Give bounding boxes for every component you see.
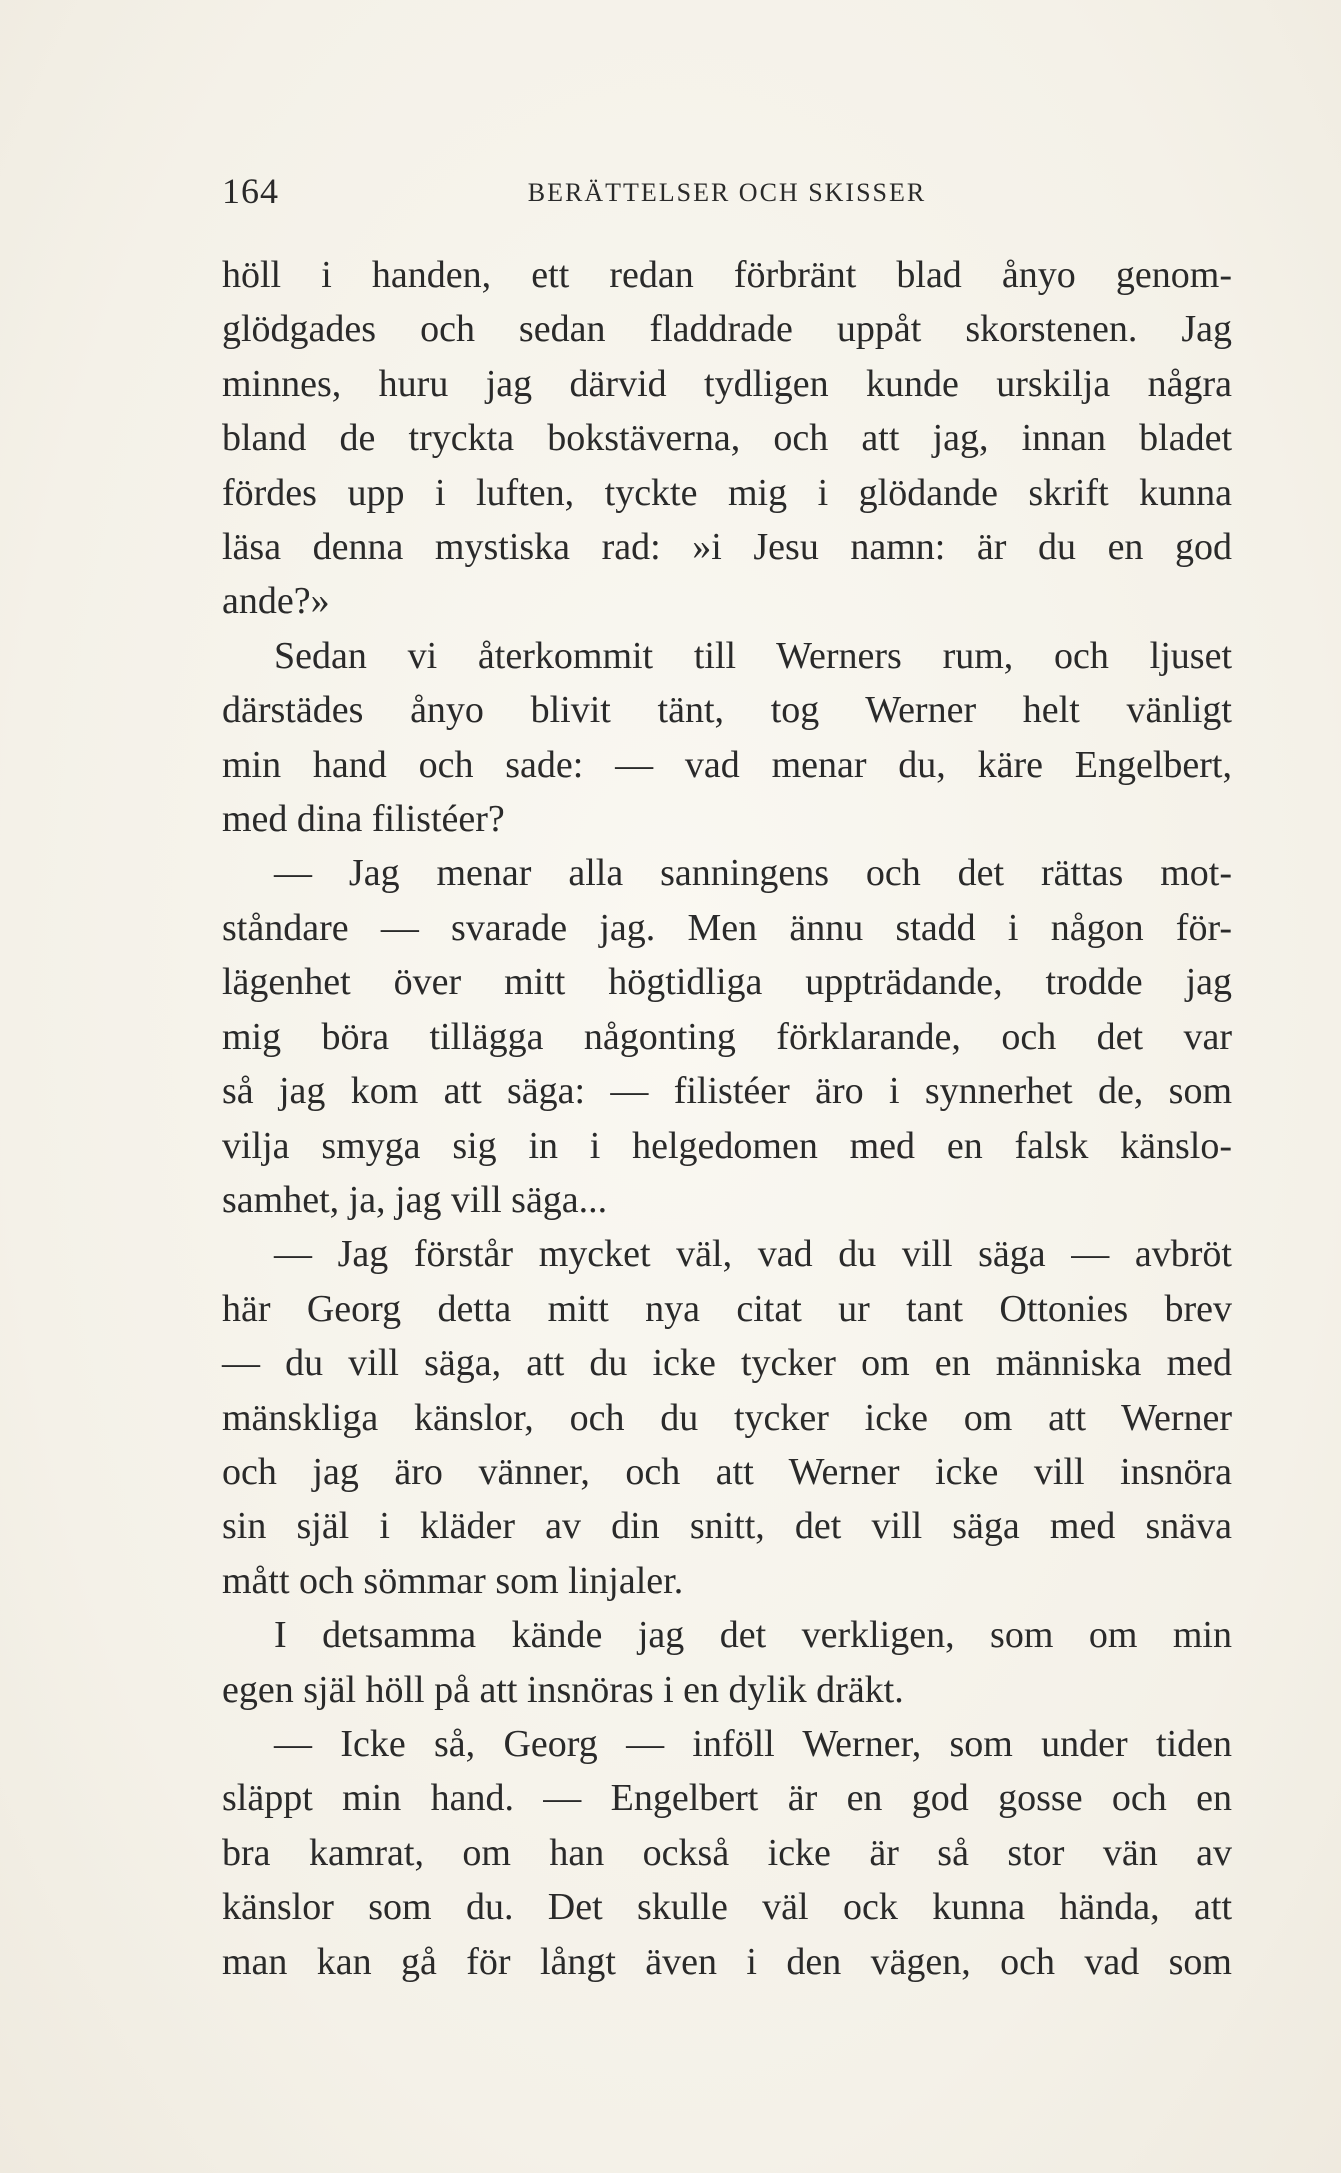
text-line: fördes upp i luften, tyckte mig i glödande skrift kunna: [222, 471, 1232, 514]
text-line: I detsamma kände jag det verkligen, som om min: [274, 1614, 1232, 1657]
text-line: bra kamrat, om han också icke är så stor vän av: [222, 1831, 1232, 1874]
text-line: med dina filistéer?: [222, 798, 505, 841]
text-line: — Jag förstår mycket väl, vad du vill säga — avbröt: [274, 1233, 1232, 1276]
text-line: samhet, ja, jag vill säga...: [222, 1178, 608, 1221]
text-line: bland de tryckta bokstäverna, och att jag, innan bladet: [222, 417, 1232, 460]
text-line: mått och sömmar som linjaler.: [222, 1559, 684, 1602]
running-head: BERÄTTELSER OCH SKISSER: [527, 178, 927, 207]
text-line: egen själ höll på att insnöras i en dylik dräkt.: [222, 1668, 904, 1711]
text-line: — Icke så, Georg — inföll Werner, som under tiden: [274, 1722, 1232, 1765]
text-line: släppt min hand. — Engelbert är en god gosse och en: [222, 1777, 1232, 1820]
text-line: mig böra tillägga någonting förklarande, och det var: [222, 1015, 1232, 1058]
text-line: höll i handen, ett redan förbränt blad ånyo genom-: [222, 254, 1232, 296]
text-line: ståndare — svarade jag. Men ännu stadd i någon för-: [222, 906, 1232, 949]
text-line: så jag kom att säga: — filistéer äro i synnerhet de, som: [222, 1070, 1232, 1113]
text-line: läsa denna mystiska rad: »i Jesu namn: är du en god: [222, 526, 1232, 569]
text-line: känslor som du. Det skulle väl ock kunna hända, att: [222, 1886, 1232, 1929]
page-header: [222, 170, 1232, 220]
text-line: minnes, huru jag därvid tydligen kunde urskilja några: [222, 362, 1232, 405]
text-line: man kan gå för långt även i den vägen, och vad som: [222, 1940, 1232, 1983]
text-line: glödgades och sedan fladdrade uppåt skorstenen. Jag: [222, 308, 1232, 351]
text-line: min hand och sade: — vad menar du, käre Engelbert,: [222, 743, 1232, 786]
text-line: här Georg detta mitt nya citat ur tant Ottonies brev: [222, 1287, 1232, 1330]
text-line: lägenhet över mitt högtidliga uppträdande, trodde jag: [222, 961, 1232, 1004]
body-text: [222, 248, 1232, 1989]
text-line: — du vill säga, att du icke tycker om en människa med: [222, 1342, 1232, 1385]
page-number: 164: [222, 171, 279, 211]
text-line: vilja smyga sig in i helgedomen med en falsk känslo-: [222, 1124, 1232, 1167]
text-line: Sedan vi återkommit till Werners rum, och ljuset: [274, 634, 1232, 677]
text-line: och jag äro vänner, och att Werner icke vill insnöra: [222, 1450, 1232, 1493]
text-line: sin själ i kläder av din snitt, det vill säga med snäva: [222, 1505, 1232, 1548]
text-line: — Jag menar alla sanningens och det rättas mot-: [274, 852, 1232, 895]
text-line: därstädes ånyo blivit tänt, tog Werner helt vänligt: [222, 689, 1232, 732]
text-line: mänskliga känslor, och du tycker icke om att Werner: [222, 1396, 1232, 1439]
text-line: ande?»: [222, 580, 330, 623]
